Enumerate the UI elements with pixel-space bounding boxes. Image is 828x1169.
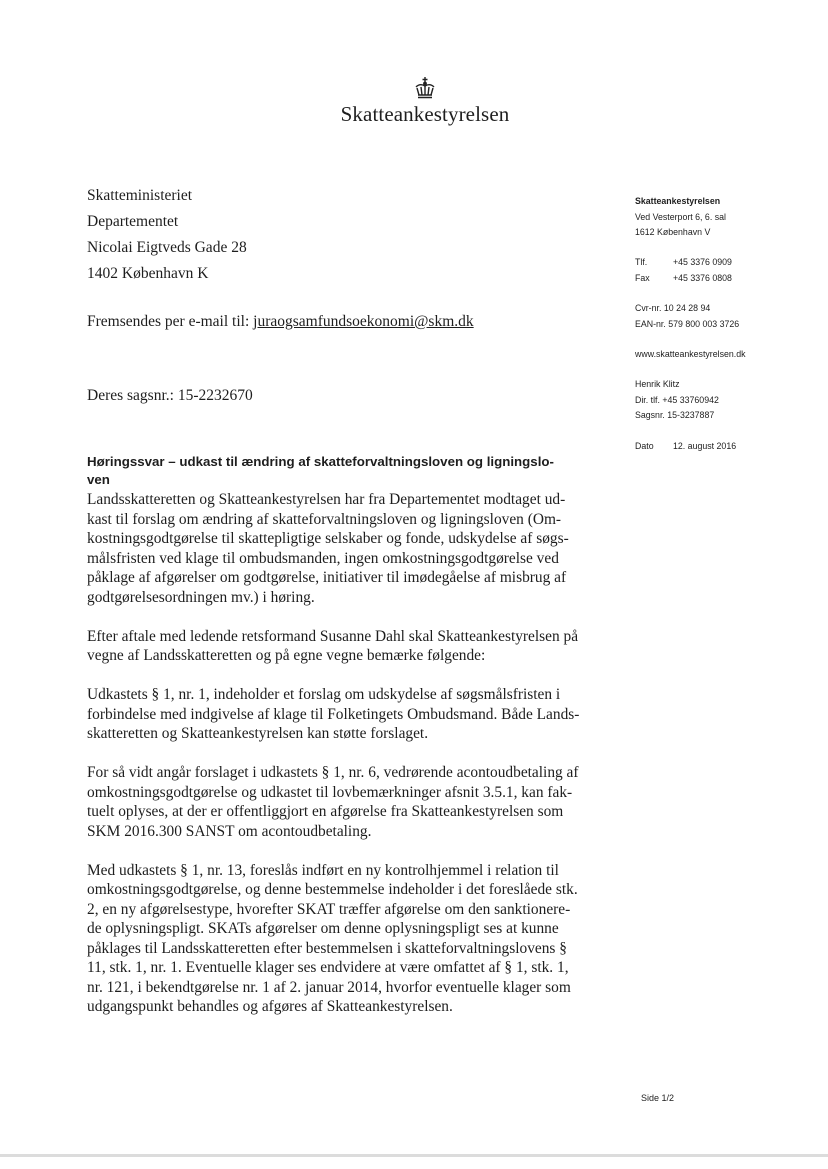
body-line: målsfristen ved klage til ombudsmanden, ingen omkostningsgodtgørelse ved: [87, 549, 559, 567]
body-line: påklage af afgørelser om godtgørelse, initiativer til imødegåelse af misbrug af: [87, 569, 567, 586]
body-line: kostningsgodtgørelse til skattepligtige selskaber og fonde, udskydelse af søgs-: [87, 530, 569, 547]
body-line: Udkastets § 1, nr. 1, indeholder et forslag om udskydelse af søgsmålsfristen i: [87, 686, 561, 703]
subject-line: ven: [87, 471, 110, 487]
recipient-line: Skatteministeriet: [87, 187, 193, 204]
body-line: forbindelse med indgivelse af klage til Folketingets Ombudsmand. Både Lands-: [87, 705, 580, 723]
body-line: nr. 121, i bekendtgørelse nr. 1 af 2. januar 2014, hvorfor eventuelle klager som: [87, 978, 571, 996]
case-number: Sagsnr. 15-3237887: [635, 410, 715, 420]
ean-number: EAN-nr. 579 800 003 3726: [635, 318, 740, 329]
body-line: 2, en ny afgørelsestype, hvorefter SKAT træffer afgørelse om den sanktionere-: [87, 900, 571, 918]
body-line: de oplysningspligt. SKATs afgørelser om denne oplysningspligt ses at kunne: [87, 920, 559, 937]
body-paragraph: [87, 861, 607, 1017]
body-line: omkostningsgodtgørelse og udkastet til lovbemærkninger afsnit 3.5.1, kan fak-: [87, 783, 573, 801]
scan-edge-divider: [0, 1154, 828, 1157]
email-link[interactable]: juraogsamfundsoekonomi@skm.dk: [253, 313, 474, 330]
crown-icon: [412, 76, 438, 102]
page-number: Side 1/2: [641, 1093, 675, 1103]
sender-registration: [635, 301, 739, 332]
body-paragraph: [87, 627, 607, 666]
cvr-number: Cvr-nr. 10 24 28 94: [635, 303, 711, 313]
letter-body: [87, 490, 607, 1036]
sender-case-info: [635, 377, 719, 424]
fax-label: Fax: [635, 272, 650, 283]
body-line: skatteretten og Skatteankestyrelsen kan støtte forslaget.: [87, 725, 429, 742]
sender-city: 1612 København V: [635, 227, 711, 237]
org-title: Skatteankestyrelsen: [340, 102, 510, 126]
body-line: Efter aftale med ledende retsformand Susanne Dahl skal Skatteankestyrelsen på: [87, 627, 579, 645]
subject-line: Høringssvar – udkast til ændring af skatteforvaltningsloven og ligningslo-: [87, 454, 554, 469]
body-line: 11, stk. 1, nr. 1. Eventuelle klager ses endvidere at være omfattet af § 1, stk. 1,: [87, 959, 569, 976]
recipient-line: Departementet: [87, 213, 179, 230]
phone-label: Tlf.: [635, 257, 648, 267]
sender-name: Skatteankestyrelsen: [635, 196, 721, 206]
body-line: udgangspunkt behandles og afgøres af Skatteankestyrelsen.: [87, 998, 453, 1015]
sent-by-line: [87, 313, 474, 331]
contact-name: Henrik Klitz: [635, 379, 680, 389]
sender-street: Ved Vesterport 6, 6. sal: [635, 211, 726, 222]
body-paragraph: [87, 490, 607, 607]
body-line: For så vidt angår forslaget i udkastets § 1, nr. 6, vedrørende acontoudbetaling af: [87, 764, 579, 781]
body-line: omkostningsgodtgørelse, og denne bestemmelse indeholder i det foreslåede stk.: [87, 881, 578, 898]
sender-contact: [635, 255, 732, 286]
case-reference: Deres sagsnr.: 15-2232670: [87, 387, 253, 404]
recipient-line: 1402 København K: [87, 265, 209, 282]
recipient-address: [87, 183, 247, 287]
sent-by-prefix: Fremsendes per e-mail til:: [87, 313, 254, 330]
direct-phone: Dir. tlf. +45 33760942: [635, 394, 719, 405]
body-line: SKM 2016.300 SANST om acontoudbetaling.: [87, 822, 372, 840]
body-paragraph: [87, 685, 607, 744]
body-line: kast til forslag om ændring af skatteforvaltningsloven og ligningsloven (Om-: [87, 510, 562, 528]
body-line: godtgørelsesordningen mv.) i høring.: [87, 588, 315, 606]
body-line: påklages til Landsskatteretten efter bestemmelsen i skatteforvaltningslovens §: [87, 939, 567, 957]
letter-date: [635, 439, 736, 455]
recipient-line: Nicolai Eigtveds Gade 28: [87, 239, 247, 256]
sender-address: [635, 194, 726, 241]
letter-subject: [87, 453, 607, 488]
date-label: Dato: [635, 441, 654, 451]
body-paragraph: [87, 763, 607, 841]
body-line: Landsskatteretten og Skatteankestyrelsen har fra Departementet modtaget ud-: [87, 491, 566, 508]
body-line: Med udkastets § 1, nr. 13, foreslås indført en ny kontrolhjemmel i relation til: [87, 861, 559, 879]
date-value: 12. august 2016: [673, 441, 737, 451]
body-line: vegne af Landsskatteretten og på egne vegne bemærke følgende:: [87, 647, 486, 664]
phone-value: +45 3376 0909: [673, 257, 732, 267]
sender-website[interactable]: www.skatteankestyrelsen.dk: [635, 349, 746, 359]
body-line: tuelt oplyses, at der er offentliggjort en afgørelse fra Skatteankestyrelsen som: [87, 803, 564, 820]
fax-value: +45 3376 0808: [673, 272, 732, 283]
